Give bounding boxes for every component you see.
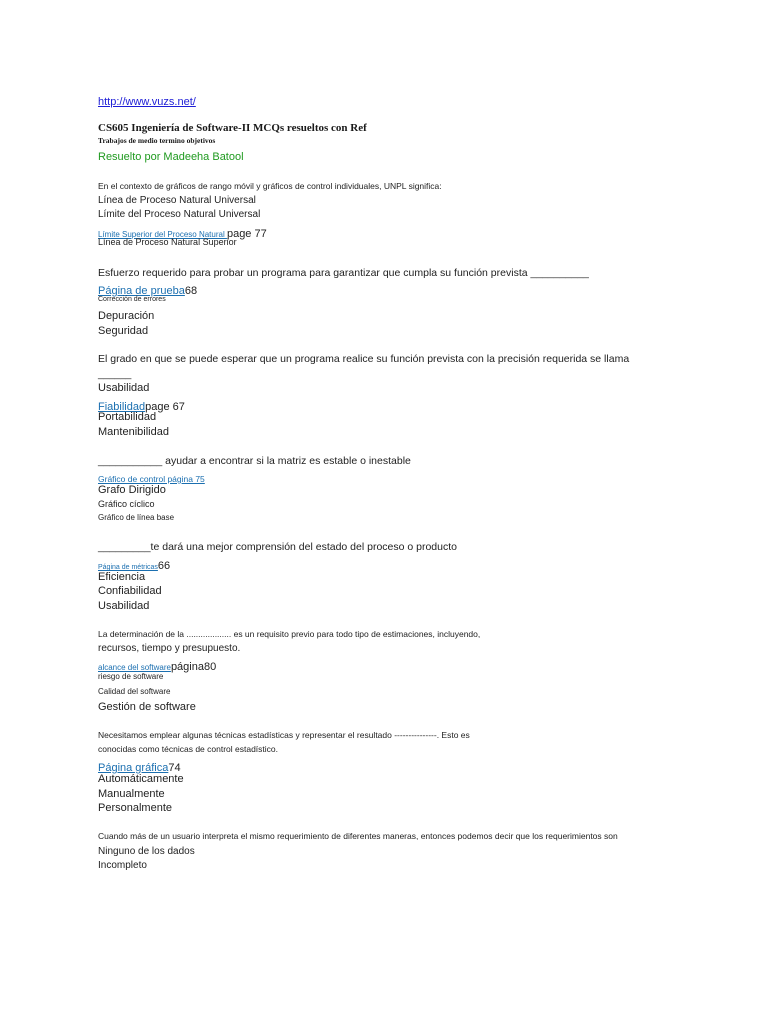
- answer-link[interactable]: Gráfico de control página 75: [98, 474, 205, 484]
- answer-link[interactable]: alcance del software: [98, 663, 171, 672]
- page-reference: page 67: [145, 401, 185, 413]
- option: Gráfico de línea base: [98, 513, 175, 522]
- answer-link[interactable]: Página de métricas: [98, 564, 158, 571]
- option: Ninguno de los dados: [98, 846, 195, 857]
- option: Línea de Proceso Natural Superior: [98, 237, 237, 247]
- site-url-link[interactable]: http://www.vuzs.net/: [98, 96, 196, 108]
- option: Línea de Proceso Natural Universal: [98, 195, 256, 206]
- option: Grafo Dirigido: [98, 484, 166, 496]
- document-subtitle: Trabajos de medio termino objetivos: [98, 136, 216, 145]
- option: Automáticamente: [98, 773, 184, 785]
- option: Portabilidad: [98, 411, 157, 423]
- question-text: El grado en que se puede esperar que un programa realice su función prevista con la precisión requerida se llama: [98, 353, 630, 365]
- question-text-continued: conocidas como técnicas de control estadístico.: [98, 744, 279, 754]
- question-text: La determinación de la ................... es un requisito previo para todo tipo de estimaciones, incluyendo,: [98, 629, 481, 639]
- option: Personalmente: [98, 802, 172, 814]
- option: Usabilidad: [98, 600, 150, 612]
- question-text: Cuando más de un usuario interpreta el mismo requerimiento de diferentes maneras, entonces podemos decir que los requerimientos son: [98, 831, 618, 841]
- question-text: Esfuerzo requerido para probar un programa para garantizar que cumpla su función prevista __________: [98, 267, 589, 279]
- page-reference: 66: [157, 560, 171, 572]
- option: Eficiencia: [98, 571, 146, 583]
- page-reference: page 77: [226, 228, 267, 240]
- option: Gestión de software: [98, 701, 196, 713]
- question-text: _________te dará una mejor comprensión del estado del proceso o producto: [98, 541, 457, 553]
- answer-link[interactable]: Límite Superior del Proceso Natural: [98, 230, 227, 239]
- option: Límite del Proceso Natural Universal: [98, 209, 261, 220]
- option: Calidad del software: [98, 687, 171, 696]
- option: Depuración: [98, 310, 155, 322]
- question-text-continued: recursos, tiempo y presupuesto.: [98, 643, 241, 654]
- answer-link[interactable]: Página gráfica: [98, 762, 169, 774]
- answer-link[interactable]: Página de prueba: [98, 285, 185, 297]
- option: Manualmente: [98, 788, 165, 800]
- answer-link[interactable]: Fiabilidad: [98, 401, 146, 413]
- document-title: CS605 Ingeniería de Software-II MCQs resueltos con Ref: [98, 122, 367, 134]
- option: Incompleto: [98, 860, 147, 871]
- option: Seguridad: [98, 325, 149, 337]
- option: Gráfico cíclico: [98, 499, 155, 509]
- page-reference: página80: [170, 661, 217, 673]
- solved-by-label: Resuelto por Madeeha Batool: [98, 151, 244, 163]
- question-text: Necesitamos emplear algunas técnicas estadísticas y representar el resultado ---------------. Esto es: [98, 730, 470, 740]
- question-text: En el contexto de gráficos de rango móvil y gráficos de control individuales, UNPL significa:: [98, 181, 442, 191]
- option: riesgo de software: [98, 672, 164, 681]
- question-blank: ______: [98, 369, 132, 380]
- option: Mantenibilidad: [98, 426, 169, 438]
- option: Corrección de errores: [98, 296, 166, 303]
- page-reference: 68: [184, 285, 198, 297]
- option: Usabilidad: [98, 382, 150, 394]
- question-text: ___________ ayudar a encontrar si la matriz es estable o inestable: [98, 455, 411, 467]
- option: Confiabilidad: [98, 585, 162, 597]
- page-reference: 74: [168, 762, 181, 774]
